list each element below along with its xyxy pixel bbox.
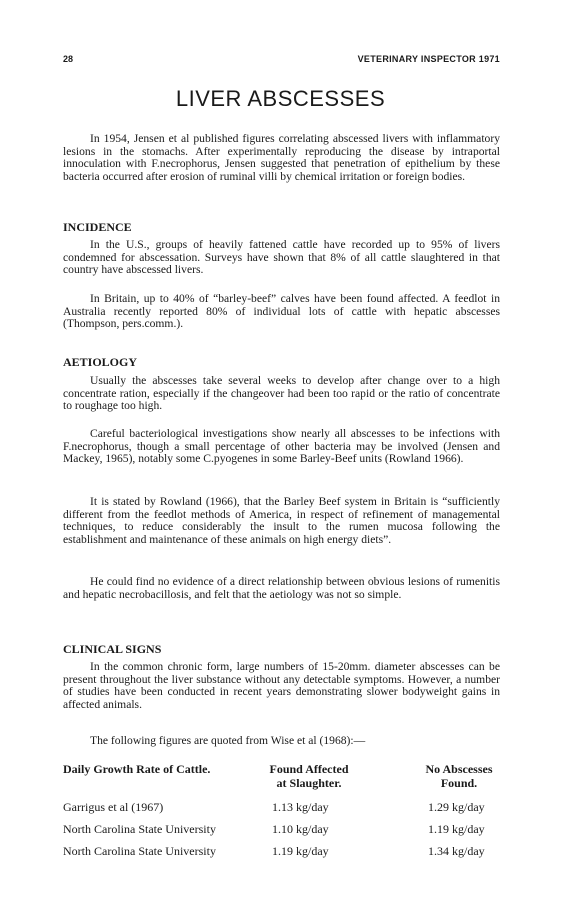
- growth-table-col-label-3: No Abscesses Found.: [425, 762, 493, 790]
- growth-table-col-label-1: Daily Growth Rate of Cattle.: [63, 762, 211, 776]
- running-header: VETERINARY INSPECTOR 1971: [357, 54, 500, 64]
- clinical-paragraph-2: The following figures are quoted from Wise et al (1968):—: [90, 734, 366, 747]
- clinical-signs-heading: CLINICAL SIGNS: [63, 642, 162, 656]
- article-title: LIVER ABSCESSES: [175, 86, 386, 111]
- row-clear-rate: 1.34 kg/day: [428, 844, 485, 858]
- aetiology-paragraph-3: It is stated by Rowland (1966), that the Barley Beef system in Britain is “sufficiently different from the feedlot methods of America, in respect of refinement of managemental techniques, to reduce considerably the insult to the rumen mucosa following the establishment and maintenance of these animals on high energy diets”.: [63, 495, 500, 546]
- clinical-paragraph-1: In the common chronic form, large numbers of 15-20mm. diameter abscesses can be present throughout the liver substance without any detectable symptoms. However, a number of studies have been conducted in recent years demonstrating slower bodyweight gains in affected animals.: [63, 660, 500, 711]
- aetiology-paragraph-2: Careful bacteriological investigations show nearly all abscesses to be infections with F.necrophorus, though a small percentage of other bacteria may be involved (Jensen and Mackey, 1965), notably some C.pyogenes in some Barley-Beef units (Rowland 1966).: [63, 427, 500, 466]
- incidence-paragraph-1: In the U.S., groups of heavily fattened cattle have recorded up to 95% of livers condemned for abscessation. Surveys have shown that 8% of all cattle slaughtered in that country have abscessed livers.: [63, 238, 500, 277]
- row-clear-rate: 1.29 kg/day: [428, 800, 485, 814]
- row-affected-rate: 1.10 kg/day: [272, 822, 329, 836]
- row-clear-rate: 1.19 kg/day: [428, 822, 485, 836]
- aetiology-paragraph-4: He could find no evidence of a direct relationship between obvious lesions of rumenitis and hepatic necrobacillosis, and felt that the aetiology was not so simple.: [63, 575, 500, 601]
- intro-paragraph: In 1954, Jensen et al published figures correlating abscessed livers with inflammatory lesions in the stomachs. After experimentally reproducing the disease by intraportal innoculation with F.necrophorus, Jensen suggested that penetration of epithelium by these bacteria occurred after erosion of ruminal villi by chemical irritation or foreign bodies.: [63, 132, 500, 183]
- table-row: [63, 844, 500, 858]
- aetiology-paragraph-1: Usually the abscesses take several weeks to develop after change over to a high concentrate ration, especially if the changeover had been too rapid or the ratio of concentrate to roughage too high.: [63, 374, 500, 413]
- row-affected-rate: 1.13 kg/day: [272, 800, 329, 814]
- page-number: 28: [63, 54, 74, 64]
- row-source: North Carolina State University: [63, 844, 216, 858]
- row-source: North Carolina State University: [63, 822, 216, 836]
- incidence-heading: INCIDENCE: [63, 220, 132, 234]
- row-affected-rate: 1.19 kg/day: [272, 844, 329, 858]
- table-row: [63, 800, 500, 814]
- table-row: [63, 822, 500, 836]
- growth-table-col-label-2: Found Affected at Slaughter.: [269, 762, 349, 790]
- growth-table-header: [63, 762, 500, 794]
- row-source: Garrigus et al (1967): [63, 800, 164, 814]
- incidence-paragraph-2: In Britain, up to 40% of “barley-beef” calves have been found affected. A feedlot in Australia recently reported 80% of individual lots of cattle with hepatic abscesses (Thompson, pers.comm.).: [63, 292, 500, 331]
- aetiology-heading: AETIOLOGY: [63, 355, 138, 369]
